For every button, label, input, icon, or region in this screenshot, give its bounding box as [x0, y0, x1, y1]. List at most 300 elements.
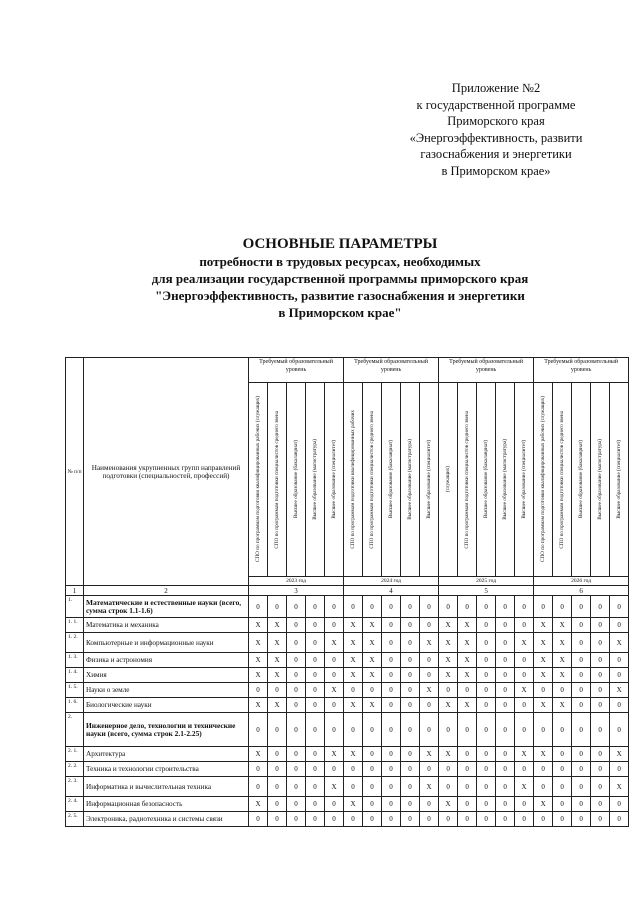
value-cell: 0 — [401, 618, 420, 633]
value-cell: 0 — [268, 812, 287, 827]
value-cell: 0 — [420, 812, 439, 827]
value-cell: X — [363, 653, 382, 668]
value-cell: 0 — [249, 596, 268, 618]
value-cell: 0 — [572, 698, 591, 713]
value-cell: X — [268, 653, 287, 668]
subheader-cell — [515, 383, 534, 577]
row-number: 2. 3. — [66, 777, 84, 797]
title-line: ОСНОВНЫЕ ПАРАМЕТРЫ — [242, 236, 438, 252]
value-cell: 0 — [572, 747, 591, 762]
row-name: Инженерное дело, технологии и технические науки (всего, сумма строк 2.1-2.25) — [84, 713, 249, 747]
value-cell: X — [268, 668, 287, 683]
appendix-line: «Энергоэффективность, развити — [409, 130, 583, 145]
value-cell: 0 — [287, 762, 306, 777]
value-cell: 0 — [477, 618, 496, 633]
value-cell: X — [534, 653, 553, 668]
row-name: Техника и технологии строительства — [84, 762, 249, 777]
subheader-label: СПО по программам подготовки специалистов среднего звена — [464, 410, 471, 549]
column-index: 1 — [66, 586, 84, 596]
value-cell: X — [344, 698, 363, 713]
value-cell: 0 — [306, 618, 325, 633]
value-cell: 0 — [477, 797, 496, 812]
value-cell: 0 — [420, 713, 439, 747]
subheader-cell — [344, 383, 363, 577]
value-cell: 0 — [477, 683, 496, 698]
subheader-cell — [458, 383, 477, 577]
value-cell: 0 — [458, 596, 477, 618]
row-name: Компьютерные и информационные науки — [84, 633, 249, 653]
value-cell: 0 — [325, 713, 344, 747]
subheader-cell — [591, 383, 610, 577]
value-cell: 0 — [325, 653, 344, 668]
subheader-label: СПО по программам подготовки специалистов среднего звена — [369, 410, 376, 549]
value-cell: 0 — [439, 777, 458, 797]
value-cell: 0 — [306, 747, 325, 762]
value-cell: 0 — [477, 747, 496, 762]
subheader-cell — [477, 383, 496, 577]
subheader-label: Высшее образование (магистратура) — [597, 439, 604, 520]
value-cell: X — [268, 633, 287, 653]
value-cell: 0 — [610, 713, 629, 747]
value-cell: 0 — [534, 713, 553, 747]
value-cell: 0 — [382, 762, 401, 777]
value-cell: 0 — [382, 713, 401, 747]
row-name: Химия — [84, 668, 249, 683]
value-cell: 0 — [477, 653, 496, 668]
subheader-cell — [249, 383, 268, 577]
value-cell: X — [553, 668, 572, 683]
value-cell: X — [249, 797, 268, 812]
table-body — [66, 358, 629, 827]
value-cell: X — [344, 797, 363, 812]
value-cell: 0 — [496, 668, 515, 683]
value-cell: 0 — [306, 698, 325, 713]
value-cell: X — [363, 618, 382, 633]
value-cell: 0 — [268, 747, 287, 762]
row-number: 2. 1. — [66, 747, 84, 762]
value-cell: 0 — [572, 633, 591, 653]
table-row — [66, 653, 629, 668]
value-cell: 0 — [572, 762, 591, 777]
value-cell: 0 — [306, 683, 325, 698]
subheader-label: Высшее образование (бакалавриат) — [483, 440, 490, 519]
value-cell: 0 — [572, 683, 591, 698]
value-cell: X — [268, 698, 287, 713]
value-cell: 0 — [420, 618, 439, 633]
value-cell: 0 — [363, 713, 382, 747]
value-cell: 0 — [268, 762, 287, 777]
title-line: для реализации государственной программы приморского края — [151, 271, 529, 286]
table-row — [66, 596, 629, 618]
value-cell: X — [325, 777, 344, 797]
subheader-cell — [401, 383, 420, 577]
subheader-cell — [382, 383, 401, 577]
value-cell: 0 — [325, 797, 344, 812]
value-cell: 0 — [572, 713, 591, 747]
value-cell: 0 — [591, 797, 610, 812]
value-cell: X — [249, 633, 268, 653]
value-cell: 0 — [553, 683, 572, 698]
subheader-cell — [325, 383, 344, 577]
value-cell: 0 — [572, 668, 591, 683]
value-cell: 0 — [287, 777, 306, 797]
value-cell: 0 — [325, 668, 344, 683]
value-cell: 0 — [363, 683, 382, 698]
value-cell: 0 — [287, 797, 306, 812]
value-cell: 0 — [382, 698, 401, 713]
value-cell: X — [515, 777, 534, 797]
value-cell: 0 — [496, 698, 515, 713]
value-cell: 0 — [591, 698, 610, 713]
value-cell: 0 — [591, 747, 610, 762]
value-cell: X — [249, 668, 268, 683]
value-cell: X — [458, 633, 477, 653]
value-cell: X — [344, 668, 363, 683]
table-row — [66, 812, 629, 827]
appendix-line: Приложение №2 — [451, 81, 541, 95]
value-cell: 0 — [591, 777, 610, 797]
value-cell: 0 — [515, 713, 534, 747]
value-cell: 0 — [439, 683, 458, 698]
value-cell: 0 — [572, 777, 591, 797]
parameters-table — [65, 357, 629, 827]
value-cell: X — [458, 698, 477, 713]
value-cell: 0 — [363, 596, 382, 618]
row-name: Электроника, радиотехника и системы связи — [84, 812, 249, 827]
value-cell: 0 — [420, 698, 439, 713]
value-cell: 0 — [610, 762, 629, 777]
value-cell: 0 — [572, 653, 591, 668]
value-cell: 0 — [439, 713, 458, 747]
year-header: 2024 год — [344, 577, 439, 586]
value-cell: 0 — [268, 596, 287, 618]
value-cell: 0 — [401, 596, 420, 618]
value-cell: 0 — [249, 762, 268, 777]
value-cell: X — [534, 797, 553, 812]
value-cell: 0 — [591, 653, 610, 668]
table-row — [66, 762, 629, 777]
subheader-label: СПО по программам подготовки квалифицированных рабочих (служащих) — [255, 396, 261, 563]
value-cell: X — [325, 747, 344, 762]
value-cell: 0 — [496, 777, 515, 797]
num-header: № п/п — [66, 358, 84, 586]
value-cell: X — [249, 747, 268, 762]
value-cell: 0 — [420, 762, 439, 777]
value-cell: 0 — [382, 618, 401, 633]
value-cell: 0 — [344, 812, 363, 827]
value-cell: 0 — [610, 618, 629, 633]
value-cell: 0 — [401, 713, 420, 747]
value-cell: 0 — [287, 812, 306, 827]
row-number: 1. 1. — [66, 618, 84, 633]
value-cell: 0 — [477, 596, 496, 618]
value-cell: 0 — [287, 698, 306, 713]
value-cell: 0 — [325, 812, 344, 827]
row-number: 1. 4. — [66, 668, 84, 683]
value-cell: 0 — [382, 747, 401, 762]
value-cell: 0 — [610, 797, 629, 812]
value-cell: 0 — [477, 777, 496, 797]
value-cell: 0 — [287, 668, 306, 683]
value-cell: 0 — [363, 797, 382, 812]
value-cell: X — [325, 683, 344, 698]
value-cell: 0 — [401, 812, 420, 827]
value-cell: 0 — [363, 777, 382, 797]
column-index: 5 — [439, 586, 534, 596]
value-cell: 0 — [382, 668, 401, 683]
subheader-label: СПО по программам подготовки специалистов среднего звена — [559, 410, 566, 549]
value-cell: 0 — [249, 812, 268, 827]
value-cell: 0 — [572, 797, 591, 812]
value-cell: 0 — [496, 812, 515, 827]
value-cell: 0 — [306, 713, 325, 747]
value-cell: 0 — [572, 596, 591, 618]
subheader-label: Высшее образование (магистратура) — [502, 439, 509, 520]
subheader-label: СПО по программам подготовки квалифицированных рабочих (служащих) — [540, 396, 547, 563]
subheader-cell — [420, 383, 439, 577]
value-cell: 0 — [325, 618, 344, 633]
row-number: 1. — [66, 596, 84, 618]
value-cell: 0 — [382, 653, 401, 668]
value-cell: 0 — [591, 762, 610, 777]
value-cell: 0 — [534, 683, 553, 698]
value-cell: 0 — [287, 633, 306, 653]
value-cell: X — [458, 653, 477, 668]
value-cell: X — [534, 633, 553, 653]
value-cell: X — [458, 618, 477, 633]
subheader-cell — [610, 383, 629, 577]
value-cell: X — [439, 747, 458, 762]
value-cell: X — [458, 668, 477, 683]
value-cell: 0 — [553, 747, 572, 762]
table-row — [66, 683, 629, 698]
subheader-label: Высшее образование (специалитет) — [426, 440, 433, 519]
value-cell: 0 — [553, 596, 572, 618]
value-cell: 0 — [458, 683, 477, 698]
value-cell: 0 — [515, 698, 534, 713]
table-row — [66, 698, 629, 713]
subheader-cell — [439, 383, 458, 577]
value-cell: 0 — [458, 747, 477, 762]
subheader-cell — [268, 383, 287, 577]
row-name: Информатика и вычислительная техника — [84, 777, 249, 797]
subheader-cell — [534, 383, 553, 577]
value-cell: 0 — [401, 633, 420, 653]
table-row — [66, 747, 629, 762]
value-cell: X — [439, 618, 458, 633]
subheader-cell — [363, 383, 382, 577]
row-name: Биологические науки — [84, 698, 249, 713]
document-title — [60, 236, 620, 321]
value-cell: X — [439, 668, 458, 683]
subheader-cell — [306, 383, 325, 577]
value-cell: 0 — [382, 683, 401, 698]
subheader-label: СПО по программам подготовки квалифицированных рабочих — [350, 410, 357, 549]
value-cell: 0 — [306, 777, 325, 797]
value-cell: 0 — [591, 683, 610, 698]
value-cell: 0 — [515, 812, 534, 827]
value-cell: 0 — [344, 762, 363, 777]
value-cell: X — [515, 683, 534, 698]
value-cell: 0 — [401, 777, 420, 797]
value-cell: 0 — [344, 777, 363, 797]
value-cell: 0 — [306, 797, 325, 812]
column-index-row — [66, 586, 629, 596]
value-cell: 0 — [496, 653, 515, 668]
value-cell: 0 — [553, 713, 572, 747]
value-cell: X — [534, 747, 553, 762]
name-header: Наименования укрупненных групп направлений подготовки (специальностей, профессий) — [84, 358, 249, 586]
value-cell: 0 — [496, 633, 515, 653]
value-cell: 0 — [306, 633, 325, 653]
appendix-block — [360, 80, 632, 179]
value-cell: X — [610, 633, 629, 653]
column-index: 6 — [534, 586, 629, 596]
value-cell: 0 — [287, 683, 306, 698]
value-cell: 0 — [591, 812, 610, 827]
value-cell: 0 — [553, 777, 572, 797]
value-cell: 0 — [401, 698, 420, 713]
subheader-cell — [553, 383, 572, 577]
value-cell: X — [363, 698, 382, 713]
value-cell: 0 — [458, 713, 477, 747]
subheader-label: Высшее образование (бакалавриат) — [293, 440, 299, 519]
value-cell: 0 — [458, 797, 477, 812]
row-name: Математика и механика — [84, 618, 249, 633]
row-number: 1. 3. — [66, 653, 84, 668]
value-cell: 0 — [382, 633, 401, 653]
title-line: "Энергоэффективность, развитие газоснабжения и энергетики — [155, 288, 525, 303]
value-cell: X — [534, 668, 553, 683]
row-name: Информационная безопасность — [84, 797, 249, 812]
value-cell: X — [363, 633, 382, 653]
value-cell: X — [344, 653, 363, 668]
value-cell: 0 — [401, 797, 420, 812]
value-cell: 0 — [249, 777, 268, 797]
value-cell: 0 — [401, 668, 420, 683]
table-row — [66, 797, 629, 812]
value-cell: 0 — [325, 596, 344, 618]
value-cell: 0 — [344, 596, 363, 618]
value-cell: 0 — [515, 668, 534, 683]
row-number: 2. — [66, 713, 84, 747]
value-cell: 0 — [287, 596, 306, 618]
value-cell: 0 — [363, 812, 382, 827]
value-cell: 0 — [268, 683, 287, 698]
level-header: Требуемый образовательный уровень — [439, 358, 534, 383]
subheader-cell — [572, 383, 591, 577]
value-cell: 0 — [610, 812, 629, 827]
value-cell: X — [439, 797, 458, 812]
value-cell: 0 — [287, 713, 306, 747]
value-cell: 0 — [382, 797, 401, 812]
value-cell: 0 — [591, 596, 610, 618]
value-cell: X — [610, 777, 629, 797]
value-cell: 0 — [591, 618, 610, 633]
value-cell: 0 — [439, 762, 458, 777]
title-line: в Приморском крае" — [278, 305, 402, 320]
value-cell: 0 — [401, 762, 420, 777]
value-cell: 0 — [591, 668, 610, 683]
value-cell: 0 — [496, 596, 515, 618]
value-cell: 0 — [401, 653, 420, 668]
value-cell: 0 — [515, 653, 534, 668]
value-cell: 0 — [325, 762, 344, 777]
value-cell: 0 — [553, 812, 572, 827]
value-cell: X — [439, 633, 458, 653]
subheader-label: Высшее образование (магистратура) — [407, 439, 414, 520]
level-header: Требуемый образовательный уровень — [344, 358, 439, 383]
value-cell: 0 — [515, 596, 534, 618]
value-cell: X — [344, 747, 363, 762]
row-number: 2. 5. — [66, 812, 84, 827]
column-index: 3 — [249, 586, 344, 596]
value-cell: X — [439, 698, 458, 713]
value-cell: 0 — [401, 747, 420, 762]
year-header: 2025 год — [439, 577, 534, 586]
appendix-line: к государственной программе — [416, 97, 576, 112]
value-cell: 0 — [610, 698, 629, 713]
value-cell: X — [515, 633, 534, 653]
value-cell: 0 — [572, 812, 591, 827]
appendix-line: в Приморском крае» — [441, 163, 551, 178]
value-cell: 0 — [496, 747, 515, 762]
subheader-label: (служащих) — [445, 466, 452, 493]
table-row — [66, 777, 629, 797]
title-line: потребности в трудовых ресурсах, необходимых — [199, 254, 481, 269]
value-cell: 0 — [363, 747, 382, 762]
value-cell: 0 — [249, 713, 268, 747]
value-cell: X — [553, 653, 572, 668]
value-cell: X — [553, 618, 572, 633]
value-cell: 0 — [439, 812, 458, 827]
value-cell: X — [610, 747, 629, 762]
value-cell: X — [344, 618, 363, 633]
value-cell: X — [420, 633, 439, 653]
value-cell: 0 — [382, 812, 401, 827]
value-cell: 0 — [401, 683, 420, 698]
column-index: 4 — [344, 586, 439, 596]
value-cell: 0 — [420, 668, 439, 683]
row-name: Физика и астрономия — [84, 653, 249, 668]
value-cell: 0 — [420, 596, 439, 618]
level-header: Требуемый образовательный уровень — [534, 358, 629, 383]
value-cell: 0 — [515, 618, 534, 633]
value-cell: 0 — [496, 683, 515, 698]
value-cell: 0 — [420, 653, 439, 668]
value-cell: X — [420, 747, 439, 762]
value-cell: 0 — [477, 698, 496, 713]
value-cell: X — [534, 698, 553, 713]
value-cell: 0 — [591, 633, 610, 653]
value-cell: 0 — [382, 777, 401, 797]
value-cell: 0 — [496, 797, 515, 812]
value-cell: 0 — [306, 762, 325, 777]
value-cell: 0 — [534, 762, 553, 777]
value-cell: 0 — [477, 812, 496, 827]
subheader-label: Высшее образование (специалитет) — [521, 440, 528, 519]
subheader-label: Высшее образование (бакалавриат) — [388, 440, 395, 519]
value-cell: X — [553, 698, 572, 713]
value-cell: 0 — [610, 596, 629, 618]
value-cell: 0 — [477, 633, 496, 653]
value-cell: X — [420, 777, 439, 797]
value-cell: 0 — [572, 618, 591, 633]
subheader-cell — [287, 383, 306, 577]
value-cell: X — [249, 618, 268, 633]
value-cell: 0 — [458, 777, 477, 797]
value-cell: 0 — [287, 747, 306, 762]
